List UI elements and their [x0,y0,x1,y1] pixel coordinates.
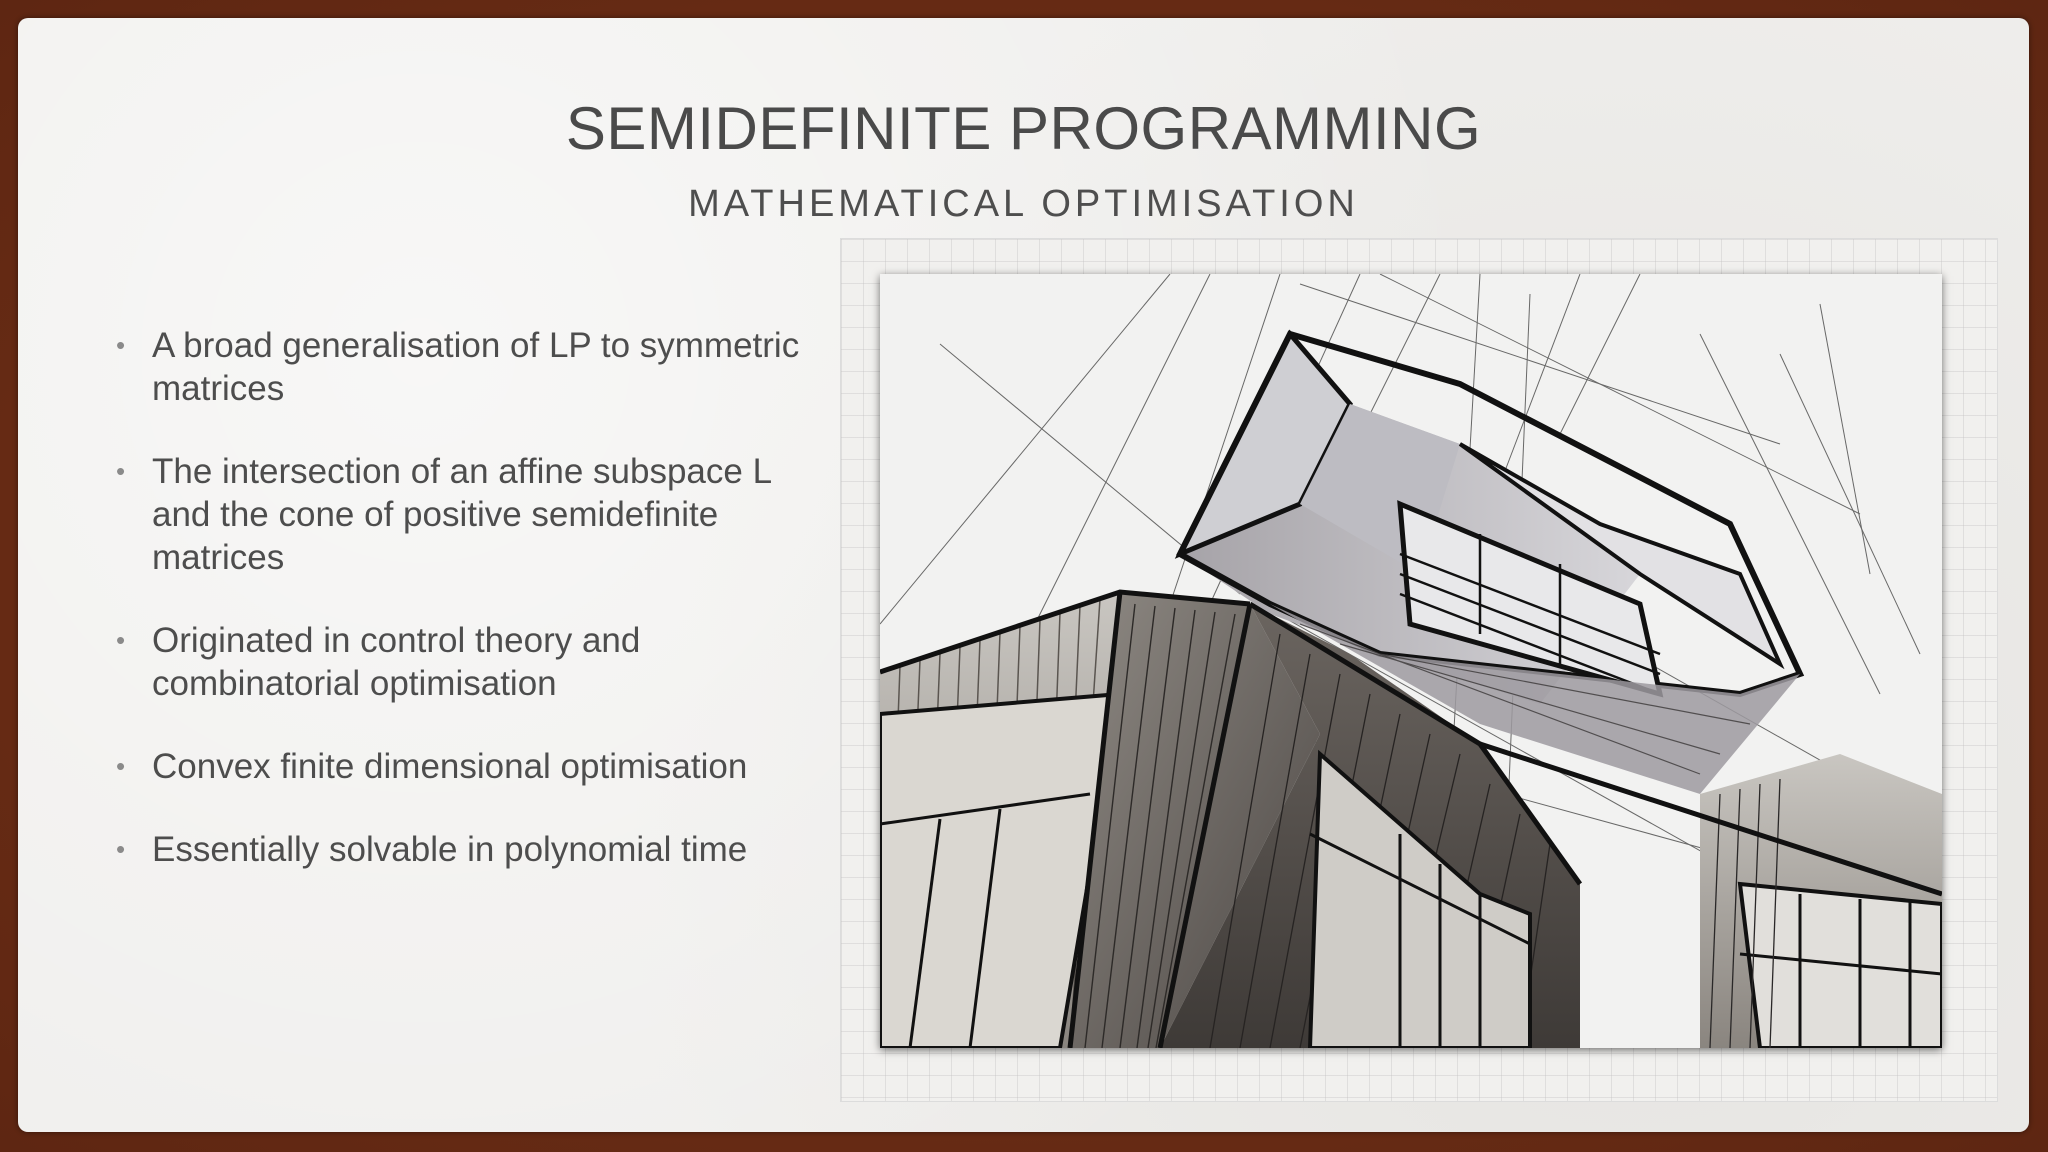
bullet-icon: • [116,751,126,781]
bullet-text: A broad generalisation of LP to symmetric matrices [152,326,800,408]
bullet-text: Originated in control theory and combinatorial optimisation [152,621,641,703]
architectural-building-sketch-icon [880,274,1942,1048]
slide-subtitle: MATHEMATICAL OPTIMISATION [688,183,1359,225]
bullet-item [108,828,828,871]
slide [18,18,2029,1132]
slide-title: SEMIDEFINITE PROGRAMMING [565,95,1482,162]
bullet-item [108,619,828,705]
bullet-item [108,450,828,579]
bullet-list [108,324,828,911]
bullet-item [108,745,828,788]
bullet-icon: • [116,330,126,360]
bullet-text: Essentially solvable in polynomial time [152,830,748,869]
building-sketch-image [880,274,1942,1048]
bullet-text: The intersection of an affine subspace L and the cone of positive semidefinite matrices [152,452,771,577]
bullet-text: Convex finite dimensional optimisation [152,747,748,786]
bullet-icon: • [116,625,126,655]
bullet-icon: • [116,456,126,486]
bullet-item [108,324,828,410]
bullet-icon: • [116,834,126,864]
